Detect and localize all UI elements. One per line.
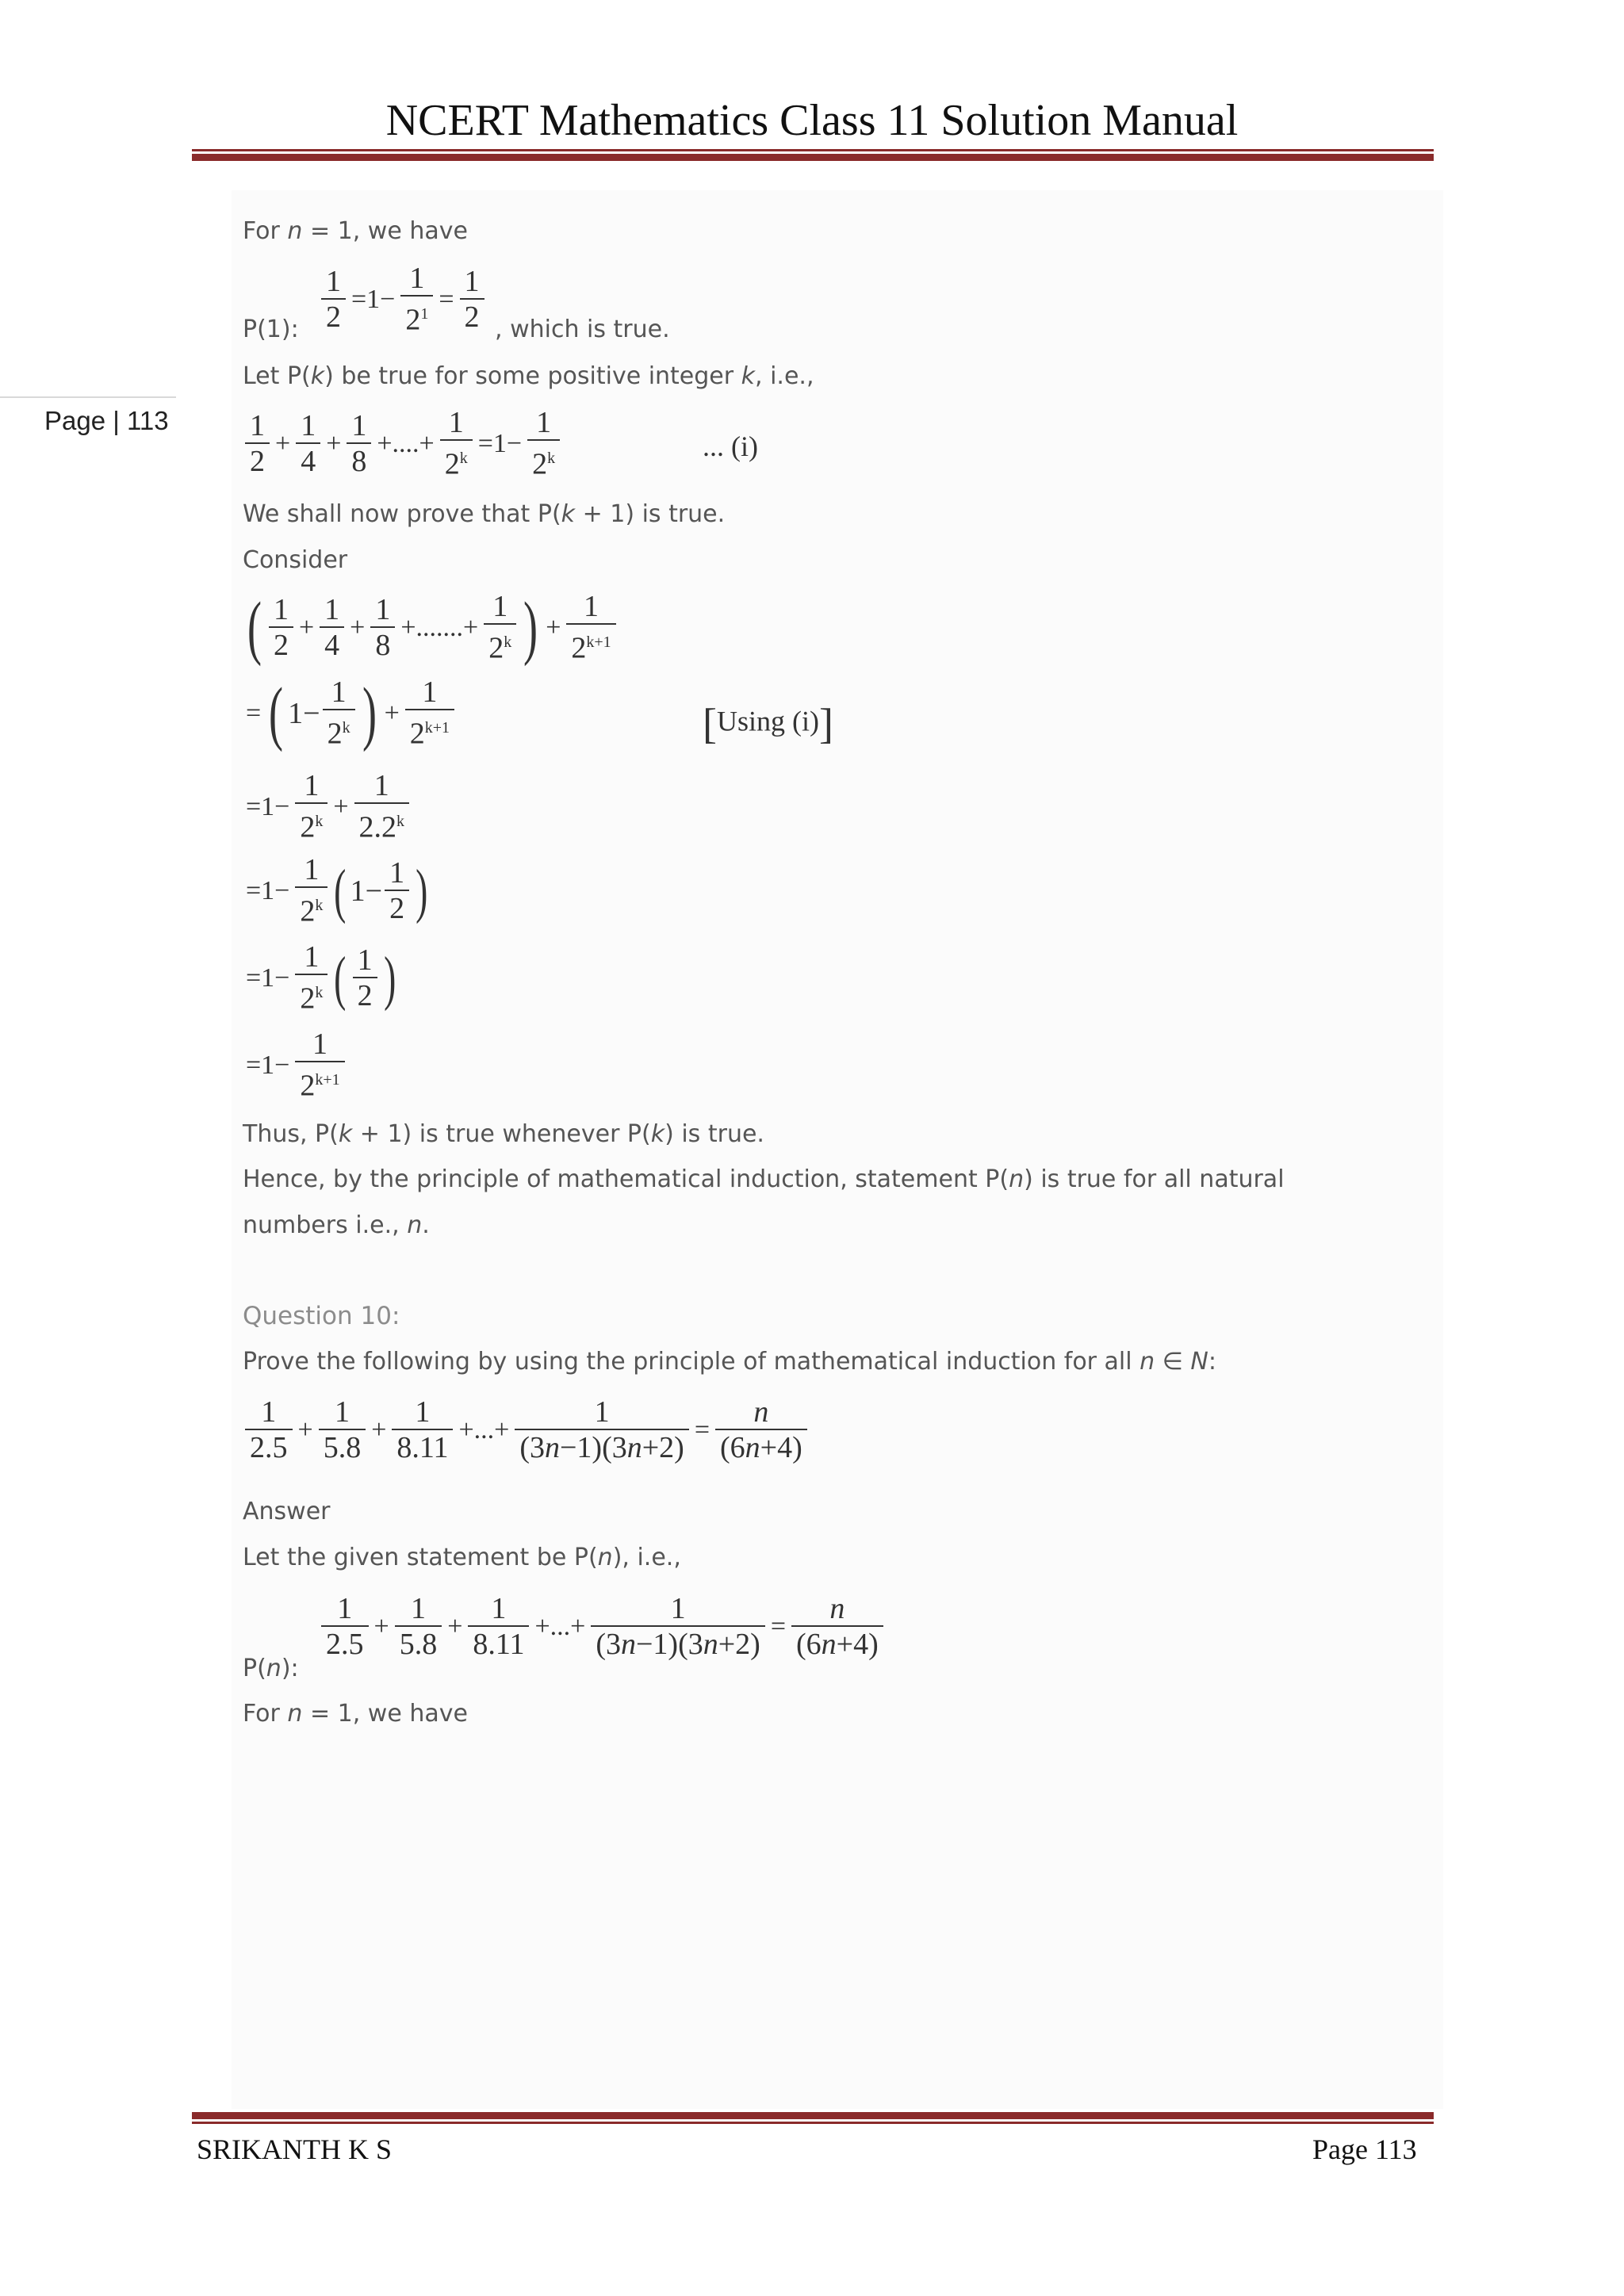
eq-label-i: ... (i) [703, 430, 758, 462]
footer-rule-thick [192, 2112, 1434, 2119]
pn-label: P(n): [243, 1655, 299, 1682]
text-line-given-statement: Let the given statement be P(n), i.e., [243, 1544, 681, 1571]
math-pn: $\frac{1}{2.5}$ + $\frac{1}{5.8}$ + $\frac{1}{8.11}$ +...+ $\frac{1}{(3n-1)(3n+2)}$ = $\frac{n}{(6n+4)}$ [319, 1592, 886, 1662]
math-p1: $\frac{1}{2}$ =1− $\frac{1}{2^1}$ = $\frac{1}{2}$ [319, 262, 487, 338]
math-consider: ( $\frac{1}{2}$ + $\frac{1}{4}$ + $\frac{1}{8}$ +.......+ $\frac{1}{2^k}$ ) + $\frac{1}{2^{k+1}}$ [243, 590, 619, 666]
question-10-heading: Question 10: [243, 1302, 400, 1330]
footer-page-number: Page 113 [1312, 2133, 1417, 2165]
p1-label: P(1): [243, 316, 299, 343]
side-divider [0, 396, 176, 398]
side-page-label: Page | 113 [44, 406, 169, 435]
math-question-10: $\frac{1}{2.5}$ + $\frac{1}{5.8}$ + $\frac{1}{8.11}$ +...+ $\frac{1}{(3n-1)(3n+2)}$ = $\frac{n}{(6n+4)}$ [243, 1395, 810, 1465]
header-rule-thick [192, 154, 1434, 161]
math-step-2: =1− $\frac{1}{2^k}$ + $\frac{1}{2.2^k}$ [243, 769, 412, 845]
math-step-5: =1− $\frac{1}{2^{k+1}}$ [243, 1027, 347, 1104]
text-line-prove-pk1: We shall now prove that P(k + 1) is true. [243, 500, 726, 528]
text-line-let-pk: Let P(k) be true for some positive integer k, i.e., [243, 362, 814, 390]
text-line-hence: Hence, by the principle of mathematical induction, statement P(n) is true for all natural [243, 1165, 1285, 1193]
text-line-prove-following: Prove the following by using the principle of mathematical induction for all n ∈ N: [243, 1348, 1216, 1376]
text-line-for-n-1: For n = 1, we have [243, 217, 468, 245]
math-eq-i: $\frac{1}{2}$ + $\frac{1}{4}$ + $\frac{1}{8}$ +....+ $\frac{1}{2^k}$ =1− $\frac{1}{2^k}$ [243, 406, 562, 482]
text-line-for-n-1-last: For n = 1, we have [243, 1700, 468, 1728]
footer-rule-thin [192, 2122, 1434, 2124]
math-step-4: =1− $\frac{1}{2^k}$ ( $\frac{1}{2}$ ) [246, 940, 396, 1016]
text-line-numbers: numbers i.e., n. [243, 1211, 430, 1239]
header-title: NCERT Mathematics Class 11 Solution Manual [385, 96, 1239, 145]
math-step-1: = ( 1− $\frac{1}{2^k}$ ) + $\frac{1}{2^{k+1}}$ [243, 675, 457, 752]
p1-tail: , which is true. [495, 316, 670, 343]
header-rule-thin [192, 149, 1434, 151]
footer-author: SRIKANTH K S [197, 2133, 393, 2165]
text-line-answer: Answer [243, 1498, 331, 1525]
math-step-3: =1− $\frac{1}{2^k}$ ( 1− $\frac{1}{2}$ ) [246, 853, 428, 928]
text-line-consider: Consider [243, 546, 348, 574]
using-i-label: [Using (i)] [703, 700, 833, 748]
text-line-thus: Thus, P(k + 1) is true whenever P(k) is true. [243, 1120, 764, 1148]
